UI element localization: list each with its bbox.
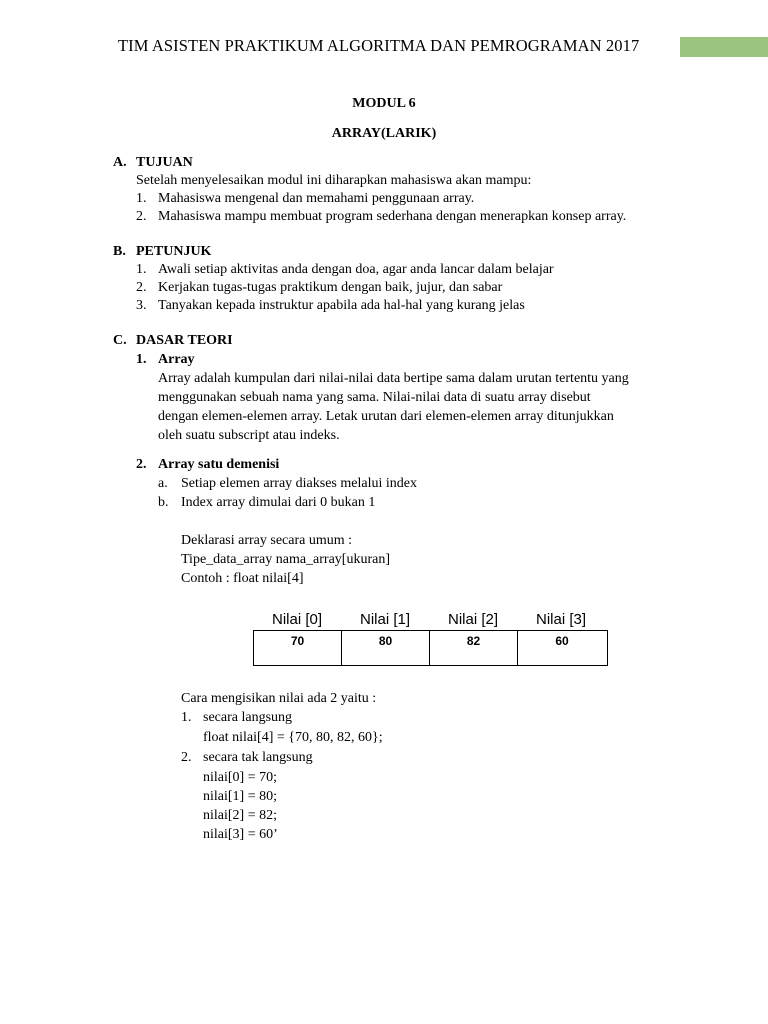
section-b-item-3: Tanyakan kepada instruktur apabila ada hal-hal yang kurang jelas — [158, 298, 525, 313]
array-table-value-cell: 60 — [555, 634, 569, 648]
page-header — [0, 34, 768, 60]
header-accent-bar — [680, 37, 768, 57]
array-table-header-cell: Nilai [2] — [447, 611, 499, 628]
array-definition-line-2: menggunakan sebuah nama yang sama. Nilai-nilai data di suatu array disebut — [158, 390, 591, 405]
fill-method-2-title: secara tak langsung — [203, 750, 313, 765]
fill-method-1-code: float nilai[4] = {70, 80, 82, 60}; — [203, 730, 383, 745]
sub2-item-b-marker: b. — [158, 495, 169, 510]
array-table-value-cell: 80 — [342, 631, 430, 665]
section-a-item-1-marker: 1. — [136, 191, 147, 206]
array-definition-line-4: oleh suatu subscript atau indeks. — [158, 428, 340, 443]
section-b-item-1-marker: 1. — [136, 262, 147, 277]
section-a-marker: A. — [113, 155, 127, 170]
section-c-title: DASAR TEORI — [136, 333, 233, 348]
fill-method-2-code-line: nilai[3] = 60’ — [203, 827, 278, 842]
declaration-line-3: Contoh : float nilai[4] — [181, 571, 304, 586]
fill-method-1-marker: 1. — [181, 710, 192, 725]
array-table-value-row — [253, 630, 608, 666]
fill-method-1-title: secara langsung — [203, 710, 293, 725]
section-a-item-1: Mahasiswa mengenal dan memahami penggunaan array. — [158, 191, 475, 206]
array-table-header-cell: Nilai [1] — [359, 611, 411, 628]
array-table-header-cell: Nilai [0] — [271, 611, 323, 628]
sub2-item-a: Setiap elemen array diakses melalui index — [181, 476, 417, 491]
section-a-intro: Setelah menyelesaikan modul ini diharapkan mahasiswa akan mampu: — [136, 173, 532, 188]
subsection-1-marker: 1. — [136, 352, 147, 367]
section-a-item-2: Mahasiswa mampu membuat program sederhana dengan menerapkan konsep array. — [158, 209, 627, 224]
subsection-2-title: Array satu demenisi — [158, 457, 280, 472]
section-a-item-2-marker: 2. — [136, 209, 147, 224]
section-b-item-2-marker: 2. — [136, 280, 147, 295]
array-definition-line-1: Array adalah kumpulan dari nilai-nilai data bertipe sama dalam urutan tertentu yang — [158, 371, 629, 386]
sub2-item-a-marker: a. — [158, 476, 168, 491]
fill-method-2-marker: 2. — [181, 750, 192, 765]
fill-intro: Cara mengisikan nilai ada 2 yaitu : — [181, 691, 377, 706]
module-topic: ARRAY(LARIK) — [331, 126, 437, 141]
array-table-header — [253, 608, 608, 630]
subsection-2-marker: 2. — [136, 457, 147, 472]
section-c-marker: C. — [113, 333, 127, 348]
section-b-item-2: Kerjakan tugas-tugas praktikum dengan baik, jujur, dan sabar — [158, 280, 503, 295]
declaration-line-2: Tipe_data_array nama_array[ukuran] — [181, 552, 391, 567]
section-a-title: TUJUAN — [136, 155, 193, 170]
fill-method-2-code-line: nilai[2] = 82; — [203, 808, 277, 823]
subsection-1-title: Array — [158, 352, 195, 367]
array-table-value-cell: 70 — [254, 631, 342, 665]
fill-method-2-code-line: nilai[0] = 70; — [203, 770, 277, 785]
array-table-value-cell: 82 — [430, 631, 518, 665]
array-definition-line-3: dengan elemen-elemen array. Letak urutan dari elemen-elemen array ditunjukkan — [158, 409, 614, 424]
module-number: MODUL 6 — [352, 96, 416, 111]
declaration-line-1: Deklarasi array secara umum : — [181, 533, 353, 548]
array-table — [253, 608, 608, 648]
fill-method-2-code-line: nilai[1] = 80; — [203, 789, 277, 804]
sub2-item-b: Index array dimulai dari 0 bukan 1 — [181, 495, 376, 510]
section-b-item-3-marker: 3. — [136, 298, 147, 313]
section-b-item-1: Awali setiap aktivitas anda dengan doa, agar anda lancar dalam belajar — [158, 262, 554, 277]
array-table-header-cell: Nilai [3] — [535, 611, 587, 628]
section-b-title: PETUNJUK — [136, 244, 212, 259]
header-title: TIM ASISTEN PRAKTIKUM ALGORITMA DAN PEMROGRAMAN 2017 — [118, 36, 640, 55]
section-b-marker: B. — [113, 244, 126, 259]
